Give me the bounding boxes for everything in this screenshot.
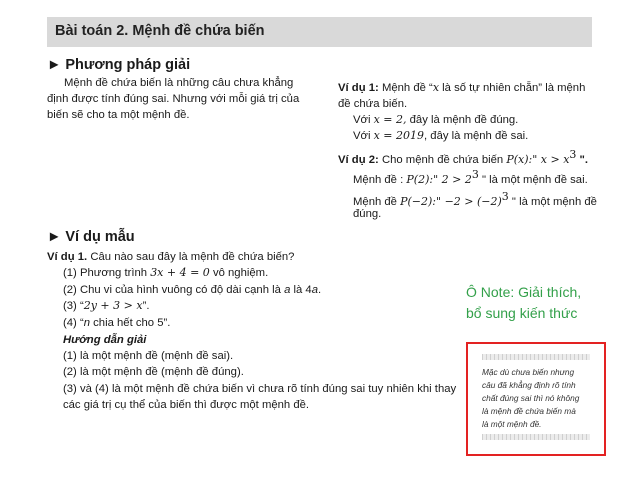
p2-statement bbox=[353, 167, 588, 188]
example-1-line-2: đề chứa biến. bbox=[338, 98, 408, 110]
note-top-divider bbox=[482, 354, 590, 360]
right-example-1 bbox=[338, 80, 585, 96]
pm2-line-2: đúng. bbox=[353, 208, 382, 220]
option-4-n: n bbox=[83, 317, 91, 329]
right-example-2 bbox=[338, 147, 588, 168]
with-b-math: x = 2019 bbox=[373, 129, 425, 142]
example-2-math: P(x):" x > x bbox=[506, 152, 570, 166]
question-text: Câu nào sau đây là mệnh đề chứa biến? bbox=[87, 251, 295, 263]
option-2-a: a bbox=[284, 284, 291, 296]
solution-heading: Hướng dẫn giải bbox=[63, 334, 147, 346]
note-body bbox=[482, 366, 594, 431]
method-line-1: Mệnh đề chứa biến là những câu chưa khẳng bbox=[64, 77, 294, 89]
option-3-math: 2y + 3 > x bbox=[83, 299, 143, 312]
pm2-pre: Mệnh đề bbox=[353, 195, 401, 208]
with-a-post: đây là mệnh đề đúng. bbox=[406, 114, 519, 126]
option-4-pre: (4) “ bbox=[63, 317, 84, 329]
with-b-pre: Với bbox=[353, 130, 374, 142]
note-line-2: câu đã khẳng định rõ tính bbox=[482, 380, 576, 390]
note-title-line-2: bổ sung kiến thức bbox=[466, 305, 578, 321]
pm2-statement bbox=[353, 189, 597, 210]
note-line-3: chất đúng sai thì nó không bbox=[482, 393, 580, 403]
with-a-pre: Với bbox=[353, 114, 374, 126]
note-line-1: Mặc dù chưa biến nhưng bbox=[482, 367, 575, 377]
option-2-pre: (2) Chu vi của hình vuông có độ dài cạnh là bbox=[63, 284, 285, 296]
with-value-b bbox=[353, 128, 528, 144]
option-2 bbox=[63, 282, 321, 298]
option-1-math: 3x + 4 = 0 bbox=[150, 266, 210, 279]
option-3 bbox=[63, 298, 149, 314]
option-3-post: ”. bbox=[142, 300, 150, 312]
question-line bbox=[47, 249, 294, 265]
option-2-a2: a bbox=[311, 284, 319, 296]
note-line-4: là mệnh đề chứa biến mà bbox=[482, 406, 576, 416]
example-1-label: Ví dụ 1: bbox=[338, 82, 379, 94]
pm2-exp: 3 bbox=[501, 190, 509, 203]
section-title: Bài toán 2. Mệnh đề chứa biến bbox=[55, 23, 265, 39]
note-bottom-divider bbox=[482, 434, 590, 440]
note-box bbox=[466, 342, 606, 456]
example-2-label: Ví dụ 2: bbox=[338, 153, 379, 166]
method-line-2: định được tính đúng sai. Nhưng với mỗi giá trị của bbox=[47, 93, 300, 105]
example-2-text: Cho mệnh đề chứa biến bbox=[381, 153, 507, 166]
option-1 bbox=[63, 265, 268, 281]
p2-pre: Mệnh đề : bbox=[353, 173, 407, 186]
with-value-a bbox=[353, 112, 518, 128]
option-4-post: chia hết cho 5”. bbox=[90, 317, 171, 329]
note-title bbox=[466, 282, 626, 324]
with-a-math: x = 2, bbox=[373, 113, 407, 126]
p2-exp: 3 bbox=[471, 168, 479, 181]
option-4 bbox=[63, 315, 170, 331]
question-label: Ví dụ 1. bbox=[47, 251, 88, 263]
option-2-mid: là 4 bbox=[290, 284, 312, 296]
answer-3: (3) và (4) là một mệnh đề chứa biến vì chưa rõ tính đúng sai tuy nhiên khi thay bbox=[63, 383, 457, 395]
example-2-close: ". bbox=[576, 153, 589, 166]
note-title-line-1: Ô Note: Giải thích, bbox=[466, 284, 582, 300]
example-1-var: x bbox=[432, 81, 440, 94]
answer-4: các giá trị cụ thể của biến thì được một mệnh đề. bbox=[63, 399, 310, 411]
examples-heading: ► Ví dụ mẫu bbox=[47, 229, 135, 245]
pm2-math: P(−2):" −2 > (−2) bbox=[400, 194, 502, 208]
option-1-post: vô nghiệm. bbox=[209, 267, 269, 279]
example-1-text-a: Mệnh đề “ bbox=[381, 82, 433, 94]
example-2-exp: 3 bbox=[569, 148, 577, 161]
option-3-pre: (3) “ bbox=[63, 300, 84, 312]
option-1-pre: (1) Phương trình bbox=[63, 267, 151, 279]
p2-post: " là một mệnh đề sai. bbox=[478, 173, 588, 186]
method-heading: ► Phương pháp giải bbox=[47, 57, 191, 73]
p2-math: P(2):" 2 > 2 bbox=[406, 172, 472, 186]
option-2-end: . bbox=[318, 284, 322, 296]
example-1-text-b: là số tự nhiên chẵn” là mệnh bbox=[439, 82, 586, 94]
answer-2: (2) là một mệnh đề (mệnh đề đúng). bbox=[63, 366, 244, 378]
with-b-post: , đây là mệnh đề sai. bbox=[424, 130, 529, 142]
note-line-5: là một mệnh đề. bbox=[482, 419, 542, 429]
method-line-3: biến sẽ cho ta một mệnh đề. bbox=[47, 109, 190, 121]
answer-1: (1) là một mệnh đề (mệnh đề sai). bbox=[63, 350, 234, 362]
pm2-post: " là một mệnh đề bbox=[508, 195, 597, 208]
